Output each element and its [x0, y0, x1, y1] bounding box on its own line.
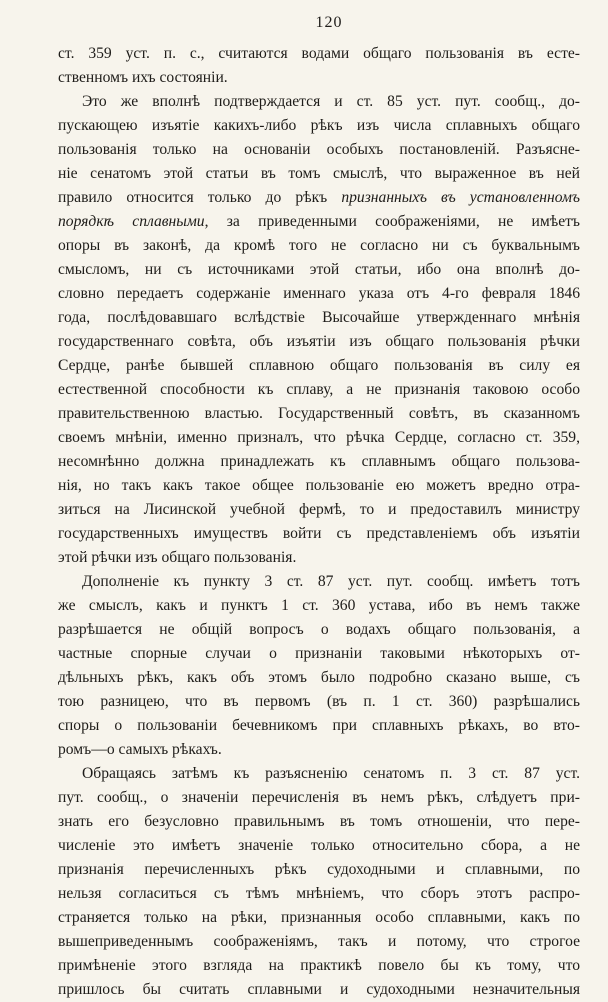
text-line: несомнѣнно должна принадлежать къ сплавнымъ общаго пользова-: [58, 453, 580, 470]
text-line: [58, 186, 580, 210]
text-segment: правило относится только до рѣкъ: [58, 189, 342, 206]
text-line: разрѣшается не общій вопросъ о водахъ общаго пользованія, а: [58, 621, 580, 638]
text-line: Обращаясь затѣмъ къ разъясненію сенатомъ п. 3 ст. 87 уст.: [82, 765, 580, 782]
text-line: пут. сообщ., о значеніи перечисленія въ немъ рѣкъ, слѣдуетъ при-: [58, 789, 580, 806]
text-line: словно передаетъ содержаніе именнаго указа отъ 4-го февраля 1846: [58, 285, 580, 302]
text-line: примѣненіе этого взгляда на практикѣ повело бы къ тому, что: [58, 957, 580, 974]
text-line: пользованія только на основаніи особыхъ постановленій. Разъясне-: [58, 141, 580, 158]
text-line: Сердце, ранѣе бывшей сплавною общаго пользованія въ силу ея: [58, 357, 580, 374]
text-line: ст. 359 уст. п. с., считаются водами общаго пользованія въ есте-: [58, 45, 580, 62]
text-line: вышеприведеннымъ соображеніямъ, такъ и потому, что строгое: [58, 933, 580, 950]
text-line: правительственною властью. Государственный совѣтъ, въ сказанномъ: [58, 405, 580, 422]
text-segment: , за приведенными соображеніями, не имѣетъ: [204, 213, 580, 230]
italic-text: порядкѣ сплавными: [58, 213, 205, 230]
body-text: [58, 42, 580, 1002]
text-line: [58, 210, 580, 234]
italic-text: признанныхъ въ установленномъ: [341, 189, 580, 206]
text-line: Это же вполнѣ подтверждается и ст. 85 уст. пут. сообщ., до-: [82, 93, 580, 110]
text-line: опоры въ законѣ, да кромѣ того не согласно ни съ буквальнымъ: [58, 237, 580, 254]
text-line: тою разницею, что въ первомъ (въ п. 1 ст. 360) разрѣшались: [58, 693, 580, 710]
text-line: зиться на Лисинской учебной фермѣ, то и предоставилъ министру: [58, 501, 580, 518]
text-line: естественной способности къ сплаву, а не признанія таковою особо: [58, 381, 580, 398]
text-line: года, послѣдовавшаго вслѣдствіе Высочайше утвержденнаго мнѣнія: [58, 309, 580, 326]
text-line: знать его безусловно правильнымъ въ томъ отношеніи, что пере-: [58, 813, 580, 830]
text-line: же смыслъ, какъ и пунктъ 1 ст. 360 устава, ибо въ немъ также: [58, 597, 580, 614]
text-line: своемъ мнѣніи, именно призналъ, что рѣчка Сердце, согласно ст. 359,: [58, 429, 580, 446]
text-line: государственныхъ имуществъ войти съ представленіемъ объ изъятіи: [58, 525, 580, 542]
text-line: споры о пользованіи бечевникомъ при сплавныхъ рѣкахъ, во вто-: [58, 717, 580, 734]
text-line: дѣльныхъ рѣкъ, какъ объ этомъ было подробно сказано выше, съ: [58, 669, 580, 686]
text-line: нельзя согласиться съ тѣмъ мнѣніемъ, что сборъ этотъ распро-: [58, 885, 580, 902]
text-line: страняется только на рѣки, признанныя особо сплавными, какъ по: [58, 909, 580, 926]
text-line: нія, но такъ какъ такое общее пользованіе ею можетъ вредно отра-: [58, 477, 580, 494]
text-line: Дополненіе къ пункту 3 ст. 87 уст. пут. сообщ. имѣетъ тотъ: [82, 573, 580, 590]
text-line: этой рѣчки изъ общаго пользованія.: [58, 549, 297, 566]
text-line: численіе это имѣетъ значеніе только относительно сбора, а не: [58, 837, 580, 854]
text-line: ственномъ ихъ состояніи.: [58, 69, 228, 86]
text-line: ромъ—о самыхъ рѣкахъ.: [58, 741, 222, 758]
text-line: государственнаго совѣта, объ изъятіи изъ общаго пользованія рѣчки: [58, 333, 580, 350]
text-line: признанія перечисленныхъ рѣкъ судоходными и сплавными, по: [58, 861, 580, 878]
page-number: 120: [315, 14, 343, 31]
text-line: ніе сенатомъ этой статьи въ томъ смыслѣ, что выраженное въ ней: [58, 165, 580, 182]
text-line: смысломъ, ни съ источниками этой статьи, ибо она вполнѣ до-: [58, 261, 580, 278]
text-line: частные спорные случаи о признаніи таковыми нѣкоторыхъ от-: [58, 645, 580, 662]
text-line: пришлось бы считать сплавными и судоходными незначительныя: [58, 981, 580, 998]
text-line: пускающею изъятіе какихъ-либо рѣкъ изъ числа сплавныхъ общаго: [58, 117, 580, 134]
